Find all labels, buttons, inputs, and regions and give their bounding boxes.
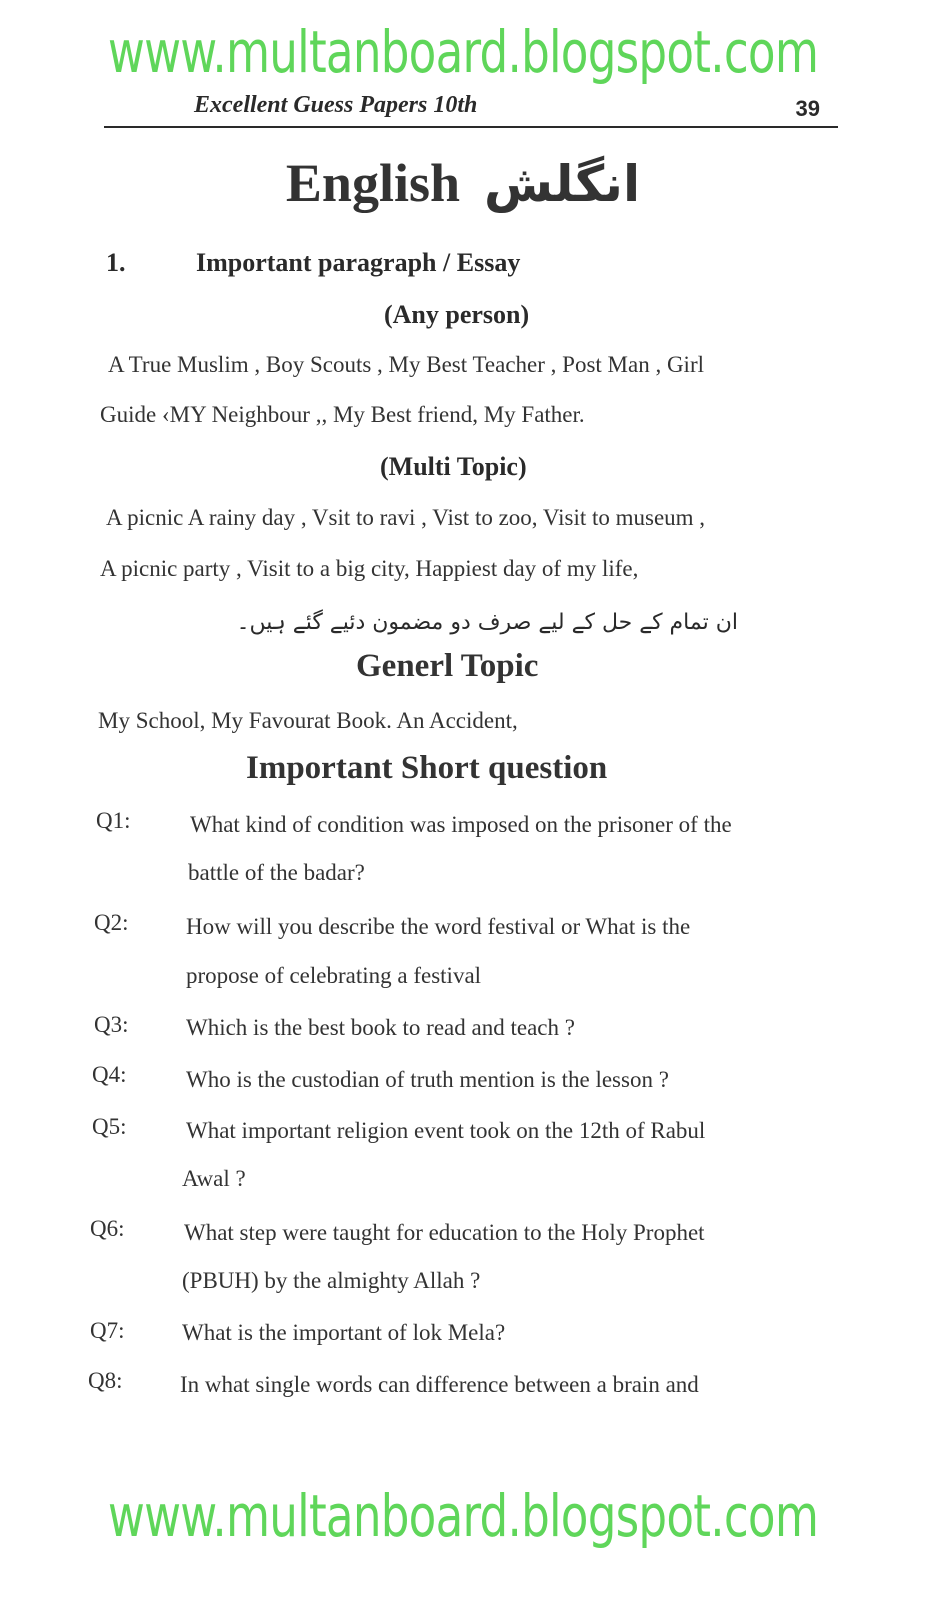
title-english: English <box>285 153 460 213</box>
series-title: Excellent Guess Papers 10th <box>194 92 478 118</box>
question-text-cont: battle of the badar? <box>188 860 365 885</box>
question-text-cont: propose of celebrating a festival <box>186 963 482 988</box>
question-number: Q1: <box>96 808 131 833</box>
question-text: How will you describe the word festival or What is the <box>186 914 691 939</box>
question-number: Q6: <box>90 1216 125 1241</box>
question-number: Q7: <box>90 1318 125 1343</box>
question-text: What step were taught for education to the Holy Prophet <box>184 1220 705 1245</box>
question-number: Q3: <box>94 1012 129 1037</box>
question-text: What important religion event took on the 12th of Rabul <box>186 1118 706 1143</box>
question-text: What kind of condition was imposed on the prisoner of the <box>190 812 732 837</box>
title-urdu: انگلش <box>484 155 641 213</box>
question-number: Q2: <box>94 910 129 935</box>
question-text: In what single words can difference between a brain and <box>180 1372 699 1397</box>
question-text-cont: (PBUH) by the almighty Allah ? <box>182 1268 481 1293</box>
any-person-label: (Any person) <box>384 300 530 329</box>
question-text: Who is the custodian of truth mention is the lesson ? <box>186 1067 669 1092</box>
any-person-line-1: A True Muslim , Boy Scouts , My Best Teacher , Post Man , Girl <box>108 352 704 377</box>
question-number: Q5: <box>92 1114 127 1139</box>
any-person-line-2: Guide ‹MY Neighbour ,, My Best friend, My Father. <box>100 402 585 427</box>
general-topic-line: My School, My Favourat Book. An Accident, <box>98 708 518 733</box>
multi-topic-line-2: A picnic party , Visit to a big city, Happiest day of my life, <box>100 556 639 581</box>
urdu-note: ان تمام کے حل کے لیے صرف دو مضمون دئیے گئے ہیں۔ <box>236 610 738 635</box>
page-header <box>104 92 838 128</box>
multi-topic-line-1: A picnic A rainy day , Vsit to ravi , Vist to zoo, Visit to museum , <box>106 505 706 530</box>
subject-title <box>0 152 926 214</box>
watermark-bottom: www.multanboard.blogspot.com <box>107 1482 819 1550</box>
question-text-cont: Awal ? <box>182 1166 246 1191</box>
question-number: Q8: <box>88 1368 123 1393</box>
short-questions-heading: Important Short question <box>246 750 608 786</box>
watermark-top: www.multanboard.blogspot.com <box>107 18 819 86</box>
multi-topic-label: (Multi Topic) <box>380 452 527 481</box>
question-number: Q4: <box>92 1062 127 1087</box>
section-heading: Important paragraph / Essay <box>196 248 521 277</box>
page-number: 39 <box>795 96 820 121</box>
general-topic-label: Generl Topic <box>356 648 539 684</box>
question-text: Which is the best book to read and teach ? <box>186 1015 575 1040</box>
section-number: 1. <box>106 248 126 277</box>
question-text: What is the important of lok Mela? <box>182 1320 506 1345</box>
